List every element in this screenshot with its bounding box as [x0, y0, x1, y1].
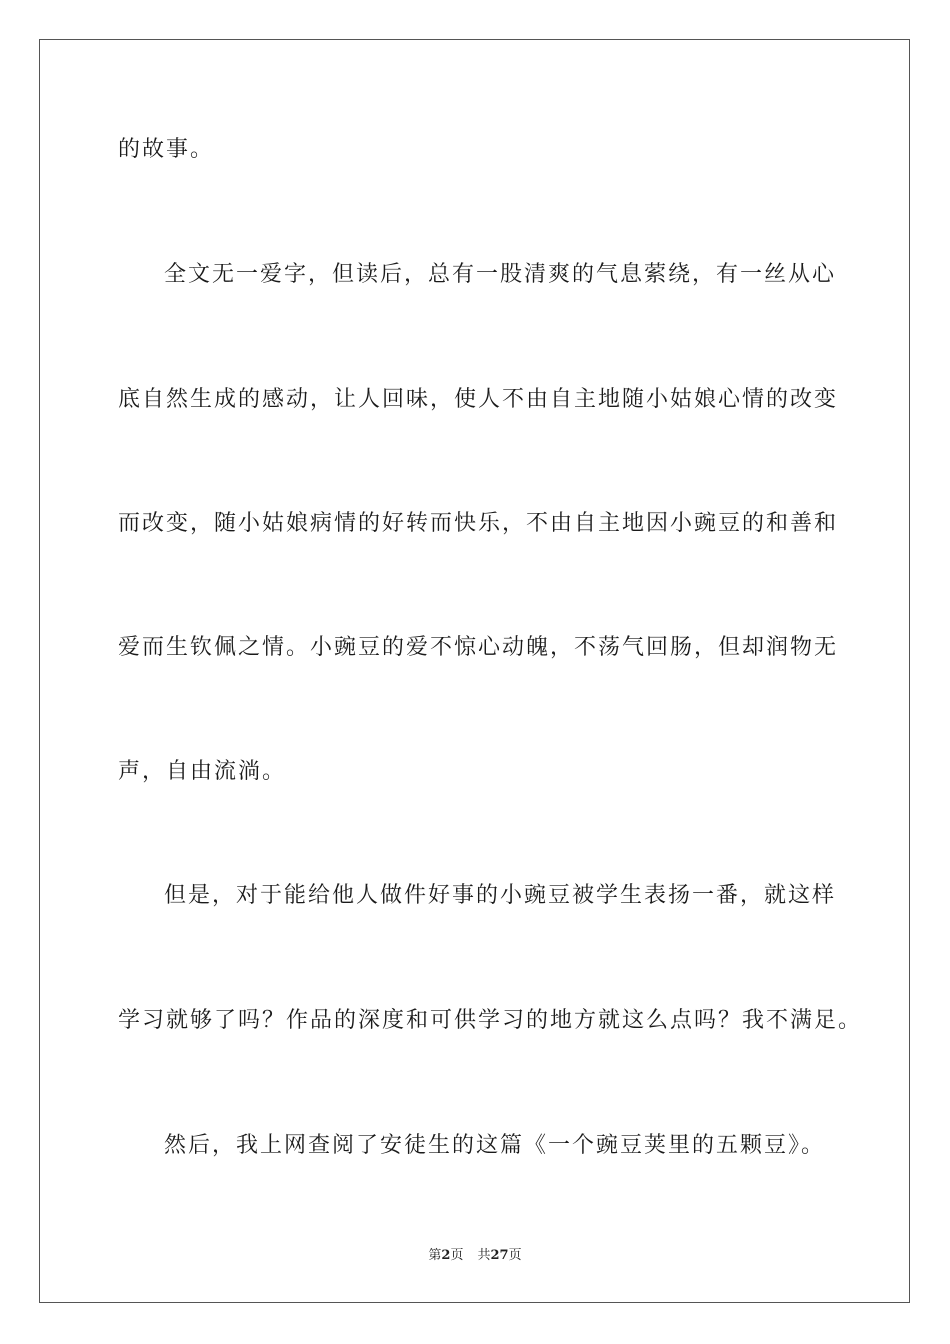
text-line-6: 声，自由流淌。 — [118, 759, 287, 784]
text-line-5: 爱而生钦佩之情。小豌豆的爱不惊心动魄，不荡气回肠，但却润物无 — [118, 635, 839, 660]
text-line-4: 而改变，随小姑娘病情的好转而快乐，不由自主地因小豌豆的和善和 — [118, 511, 839, 536]
footer-page-unit: 页 — [450, 1248, 464, 1263]
text-line-1: 的故事。 — [118, 137, 215, 162]
text-line-3: 底自然生成的感动，让人回味，使人不由自主地随小姑娘心情的改变 — [118, 387, 839, 412]
footer-page-number: 2 — [441, 1248, 451, 1263]
footer-page-prefix: 第 — [428, 1248, 442, 1263]
text-line-9: 然后，我上网查阅了安徒生的这篇《一个豌豆荚里的五颗豆》。 — [164, 1133, 826, 1158]
text-line-2: 全文无一爱字，但读后，总有一股清爽的气息萦绕，有一丝从心 — [164, 262, 837, 287]
footer-total-unit: 页 — [508, 1248, 522, 1263]
text-line-8: 学习就够了吗？作品的深度和可供学习的地方就这么点吗？我不满足。 — [118, 1008, 863, 1033]
text-line-7: 但是，对于能给他人做件好事的小豌豆被学生表扬一番，就这样 — [164, 883, 837, 908]
page-border — [39, 39, 910, 1303]
page-footer — [0, 1248, 950, 1264]
footer-total-number: 27 — [490, 1248, 509, 1263]
footer-total-prefix: 共 — [477, 1248, 491, 1263]
